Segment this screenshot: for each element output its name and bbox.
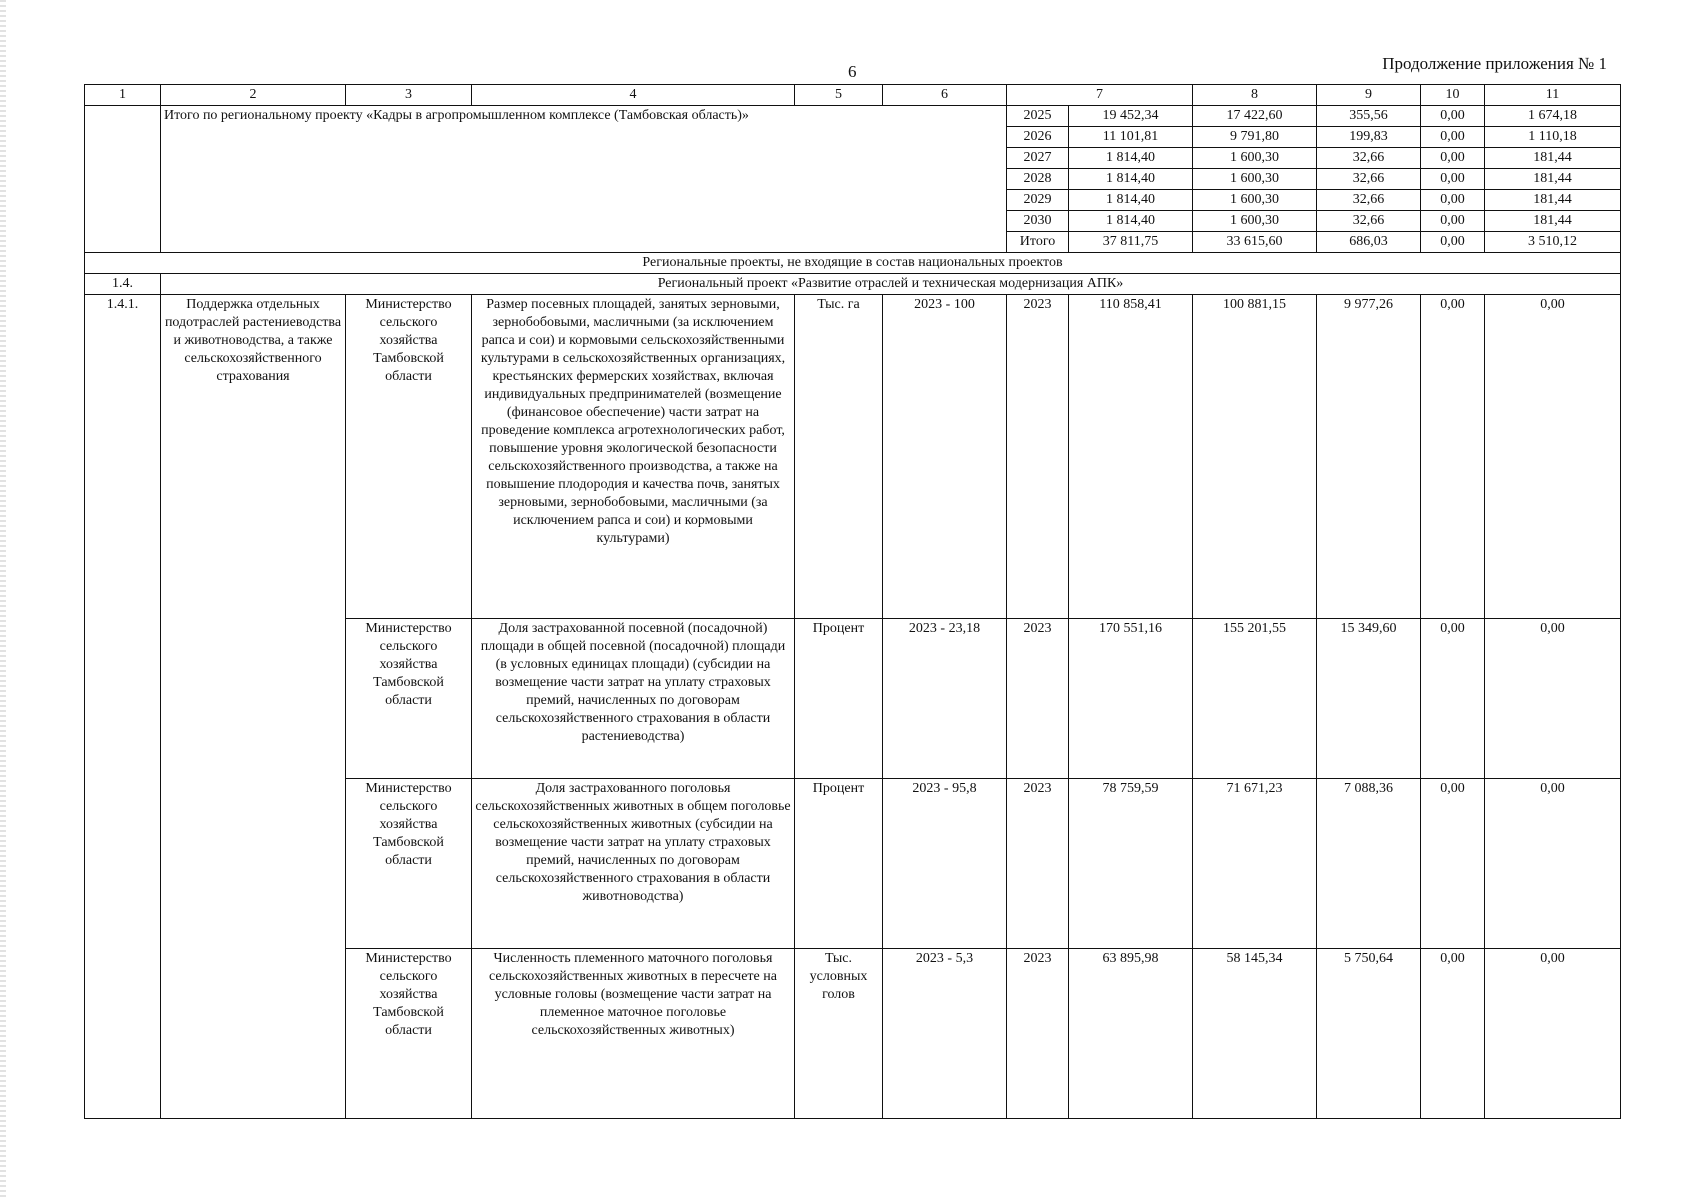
unit: Процент: [795, 619, 883, 779]
col-header: 4: [472, 85, 795, 106]
ministry: Министерство сельского хозяйства Тамбовской области: [346, 779, 472, 949]
col-header: 8: [1193, 85, 1317, 106]
item-row: Министерство сельского хозяйства Тамбовской области Численность племенного маточного поголовья сельскохозяйственных животных в пересчете на условные головы (возмещение части затрат на племенное маточное поголовье сельскохозяйственных животных) Тыс. условных голов 2023 - 5,3 2023 63 895,98 58 145,34 5 750,64 0,00 0,00: [85, 949, 1621, 1119]
year: 2023: [1007, 295, 1069, 619]
indicator: Доля застрахованной посевной (посадочной) площади в общей посевной (посадочной) площади (в условных единицах площади) (субсидии на возмещение части затрат на уплату страховых премий, начисленных по договорам сельскохозяйственного страхования в области растениеводства): [472, 619, 795, 779]
appendix-table: [84, 84, 1621, 1119]
year: 2023: [1007, 779, 1069, 949]
indicator: Доля застрахованного поголовья сельскохозяйственных животных в общем поголовье сельскохозяйственных животных (субсидии на возмещение части затрат на уплату страховых премий, начисленных по договорам сельскохозяйственного страхования в области животноводства): [472, 779, 795, 949]
col-header: 9: [1317, 85, 1421, 106]
col-header: 11: [1485, 85, 1621, 106]
item-name: Поддержка отдельных подотраслей растениеводства и животноводства, а также сельскохозяйственного страхования: [161, 295, 346, 1119]
ministry: Министерство сельского хозяйства Тамбовской области: [346, 619, 472, 779]
indicator: Численность племенного маточного поголовья сельскохозяйственных животных в пересчете на условные головы (возмещение части затрат на племенное маточное поголовье сельскохозяйственных животных): [472, 949, 795, 1119]
unit: Тыс. условных голов: [795, 949, 883, 1119]
itogo-row: 2030 1 814,40 1 600,30 32,66 0,00 181,44: [85, 211, 1621, 232]
unit: Процент: [795, 779, 883, 949]
itogo-row: 2026 11 101,81 9 791,80 199,83 0,00 1 110,18: [85, 127, 1621, 148]
subsection-row: [85, 274, 1621, 295]
col-header: 10: [1421, 85, 1485, 106]
year: 2023: [1007, 619, 1069, 779]
target: 2023 - 95,8: [883, 779, 1007, 949]
item-row: 1.4.1. Поддержка отдельных подотраслей растениеводства и животноводства, а также сельскохозяйственного страхования Министерство сельского хозяйства Тамбовской области Размер посевных площадей, занятых зерновыми, зернобобовыми, масличными (за исключением рапса и сои) и кормовыми сельскохозяйственными культурами в сельскохозяйственных организациях, крестьянских фермерских хозяйствах, включая индивидуальных предпринимателей (возмещение (финансовое обеспечение) части затрат на проведение комплекса агротехнологических работ, повышение уровня экологической безопасности сельскохозяйственного производства, а также на повышение плодородия и качества почв, занятых зерновыми, зернобобовыми, масличными (за исключением рапса и сои) и кормовыми культурами) Тыс. га 2023 - 100 2023 110 858,41 100 881,15 9 977,26 0,00 0,00: [85, 295, 1621, 619]
subsection-number: 1.4.: [85, 274, 161, 295]
col-header: 7: [1007, 85, 1193, 106]
unit: Тыс. га: [795, 295, 883, 619]
appendix-note: Продолжение приложения № 1: [1382, 54, 1607, 73]
itogo-row: 2027 1 814,40 1 600,30 32,66 0,00 181,44: [85, 148, 1621, 169]
col-header: 5: [795, 85, 883, 106]
indicator: Размер посевных площадей, занятых зерновыми, зернобобовыми, масличными (за исключением рапса и сои) и кормовыми сельскохозяйственными культурами в сельскохозяйственных организациях, крестьянских фермерских хозяйствах, включая индивидуальных предпринимателей (возмещение (финансовое обеспечение) части затрат на проведение комплекса агротехнологических работ, повышение уровня экологической безопасности сельскохозяйственного производства, а также на повышение плодородия и качества почв, занятых зерновыми, зернобобовыми, масличными (за исключением рапса и сои) и кормовыми культурами): [472, 295, 795, 619]
scan-edge: [0, 0, 6, 1200]
item-row: Министерство сельского хозяйства Тамбовской области Доля застрахованной посевной (посадочной) площади в общей посевной (посадочной) площади (в условных единицах площади) (субсидии на возмещение части затрат на уплату страховых премий, начисленных по договорам сельскохозяйственного страхования в области растениеводства) Процент 2023 - 23,18 2023 170 551,16 155 201,55 15 349,60 0,00 0,00: [85, 619, 1621, 779]
col-header: 6: [883, 85, 1007, 106]
col-header: 3: [346, 85, 472, 106]
item-number: 1.4.1.: [85, 295, 161, 1119]
itogo-row: Итого по региональному проекту «Кадры в агропромышленном комплексе (Тамбовская область)» 2025 19 452,34 17 422,60 355,56 0,00 1 674,18: [85, 106, 1621, 127]
col-header: 2: [161, 85, 346, 106]
section-title-row: [85, 253, 1621, 274]
itogo-row: 2029 1 814,40 1 600,30 32,66 0,00 181,44: [85, 190, 1621, 211]
itogo-label: Итого по региональному проекту «Кадры в агропромышленном комплексе (Тамбовская область)»: [161, 106, 1007, 253]
ministry: Министерство сельского хозяйства Тамбовской области: [346, 949, 472, 1119]
subsection-title: Региональный проект «Развитие отраслей и техническая модернизация АПК»: [161, 274, 1621, 295]
ministry: Министерство сельского хозяйства Тамбовской области: [346, 295, 472, 619]
itogo-total-row: Итого 37 811,75 33 615,60 686,03 0,00 3 510,12: [85, 232, 1621, 253]
col-header: 1: [85, 85, 161, 106]
target: 2023 - 23,18: [883, 619, 1007, 779]
item-row: Министерство сельского хозяйства Тамбовской области Доля застрахованного поголовья сельскохозяйственных животных в общем поголовье сельскохозяйственных животных (субсидии на возмещение части затрат на уплату страховых премий, начисленных по договорам сельскохозяйственного страхования в области животноводства) Процент 2023 - 95,8 2023 78 759,59 71 671,23 7 088,36 0,00 0,00: [85, 779, 1621, 949]
target: 2023 - 100: [883, 295, 1007, 619]
itogo-row: 2028 1 814,40 1 600,30 32,66 0,00 181,44: [85, 169, 1621, 190]
target: 2023 - 5,3: [883, 949, 1007, 1119]
page-number: 6: [848, 62, 857, 81]
year: 2023: [1007, 949, 1069, 1119]
section-title: Региональные проекты, не входящие в состав национальных проектов: [85, 253, 1621, 274]
column-header-row: [85, 85, 1621, 106]
